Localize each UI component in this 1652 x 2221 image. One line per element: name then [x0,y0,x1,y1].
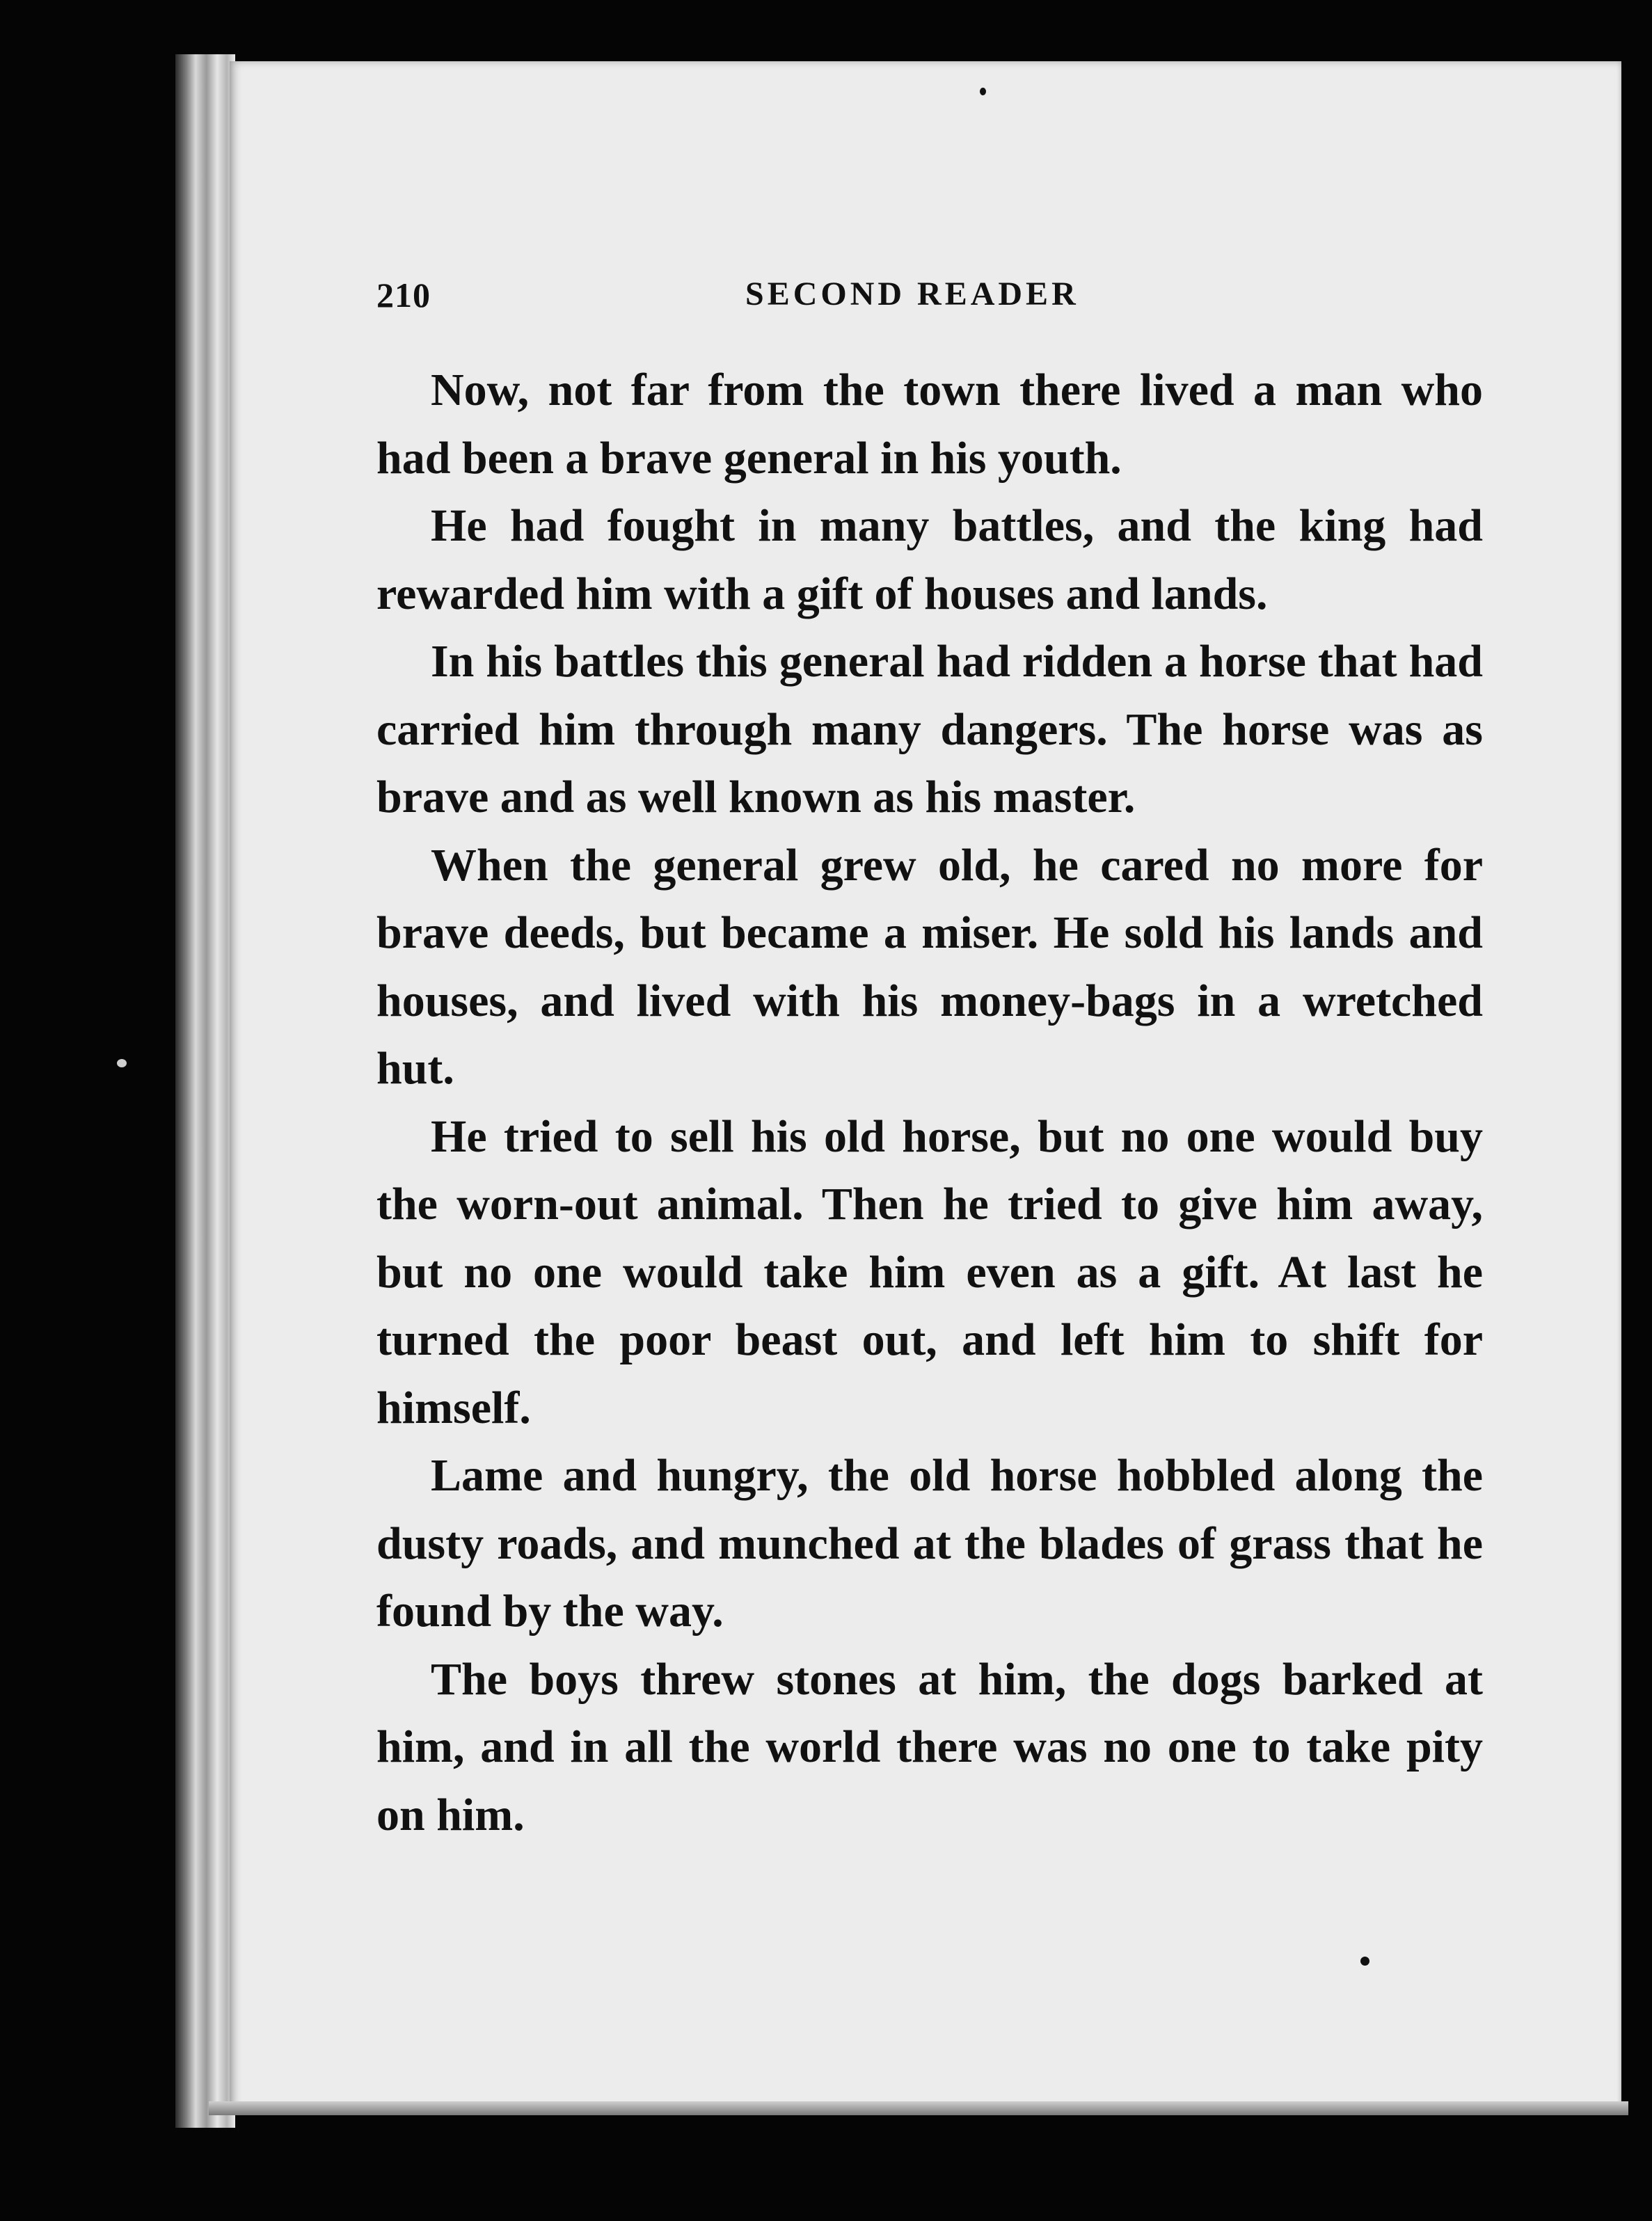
ink-speck [980,88,986,95]
page-bottom-edge [209,2101,1628,2115]
paragraph: Now, not far from the town there lived a man who had been a brave general in his youth. [376,365,1483,484]
ink-speck [1360,1957,1369,1966]
body-text [376,356,1483,1849]
paragraph: The boys threw stones at him, the dogs barked at him, and in all the world there was no one to take pity on him. [376,1653,1483,1840]
page-number: 210 [376,276,431,315]
paragraph: Lame and hungry, the old horse hobbled along the dusty roads, and munched at the blades of grass that he found by the way. [376,1450,1483,1637]
paragraph: He tried to sell his old horse, but no one would buy the worn-out animal. Then he tried to give him away, but no one would take him even as a gift. At last he turned the poor beast out, and left him to shift for himself. [376,1110,1483,1433]
running-title: SECOND READER [745,276,1079,312]
paragraph: When the general grew old, he cared no more for brave deeds, but became a miser. He sold his lands and houses, and lived with his money-bags in a wretched hut. [376,839,1483,1094]
paragraph: In his battles this general had ridden a horse that had carried him through many dangers. The horse was as brave and as well known as his master. [376,636,1483,822]
ink-speck [117,1059,127,1067]
paragraph: He had fought in many battles, and the king had rewarded him with a gift of houses and lands. [376,500,1483,619]
page-header [376,275,1490,331]
book-spine-edge [175,54,235,2128]
